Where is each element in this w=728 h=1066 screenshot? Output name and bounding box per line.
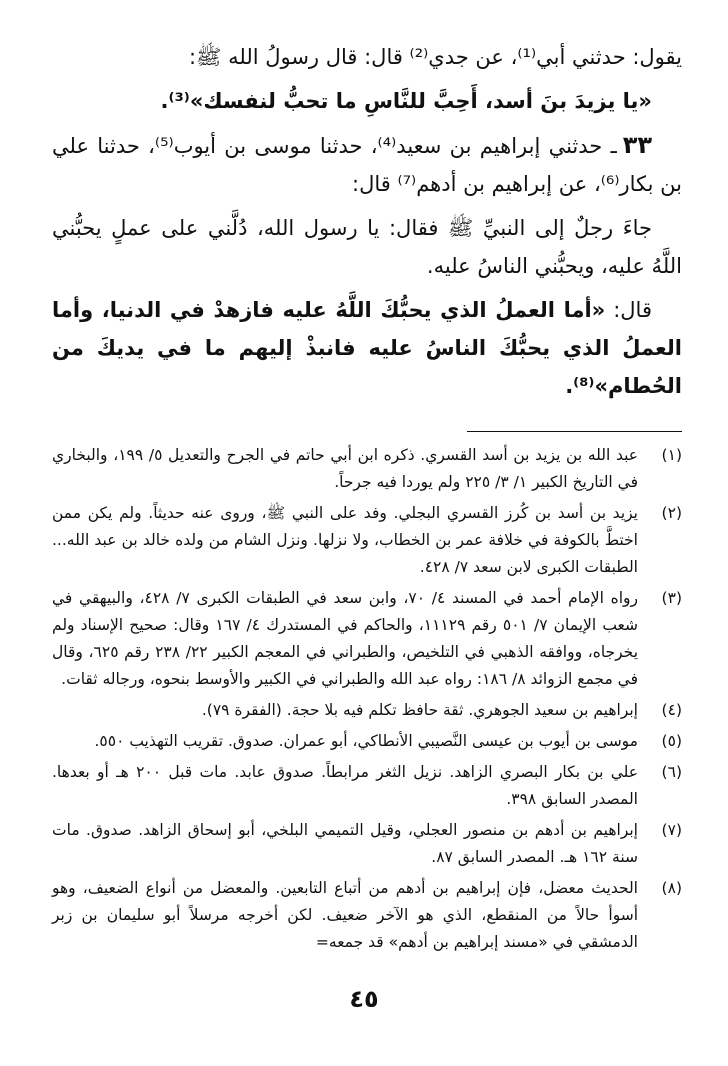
footnote-item	[52, 728, 682, 755]
hadith-number: ٣٣	[622, 131, 653, 159]
footnote-item	[52, 697, 682, 724]
opening-line-text: يقول: حدثني أبي⁽¹⁾، عن جدي⁽²⁾ قال: قال رسولُ الله ﷺ:	[188, 45, 682, 69]
footnote-item	[52, 759, 682, 813]
page-number: ٤٥	[349, 985, 379, 1013]
footnote-text: رواه الإمام أحمد في المسند ٤/ ٧٠، وابن سعد في الطبقات الكبرى ٧/ ٤٢٨، والبيهقي في شعب الإيمان ٧/ ٥٠١ رقم ١١١٢٩، والحاكم في المستدرك ٤/ ١٦٧ وقال: صحيح الإسناد ولم يخرجاه، ووافقه الذهبي في التلخيص، والطبراني في المعجم الكبير ٢٢/ ٢٣٨ رقم ٦٢٥، وقال في مجمع الزوائد ٨/ ١٨٦: رواه عبد الله والطبراني في الكبير والأوسط بنحوه، ورجاله ثقات.	[52, 589, 639, 688]
footnote-number: (٥)	[661, 732, 682, 750]
footnote-number: (٤)	[661, 701, 682, 719]
footnote-number: (٨)	[661, 879, 682, 897]
footnote-text: إبراهيم بن أدهم بن منصور العجلي، وقيل التميمي البلخي، أبو إسحاق الزاهد. صدوق. مات سنة ١٦٢ هـ. المصدر السابق ٨٧.	[52, 821, 638, 866]
main-text	[52, 38, 682, 405]
footnote-text: إبراهيم بن سعيد الجوهري. ثقة حافظ تكلم فيه بلا حجة. (الفقرة ٧٩).	[201, 701, 638, 719]
footnote-item	[52, 817, 682, 871]
footnote-text: يزيد بن أسد بن كُرز القسري البجلي. وفد على النبي ﷺ، وروى عنه حديثاً. ولم يكن ممن اختطَّ بالكوفة في خلافة عمر بن الخطاب، ولا نزلها. ونزل الشام من ولده خالد بن عبد الله... الطبقات الكبرى لابن سعد ٧/ ٤٢٨.	[52, 504, 638, 576]
footnote-text: موسى بن أيوب بن عيسى النَّصيبي الأنطاكي، أبو عمران. صدوق. تقريب التهذيب ٥٥٠.	[94, 732, 638, 750]
isnad-text: ـ حدثني إبراهيم بن سعيد⁽⁴⁾، حدثنا موسى بن أيوب⁽⁵⁾، حدثنا علي بن بكار⁽⁶⁾، عن إبراهيم بن أدهم⁽⁷⁾ قال:	[52, 134, 682, 196]
page	[52, 38, 682, 960]
reply-intro: قال:	[613, 298, 652, 322]
hadith-reply	[52, 291, 682, 405]
footnote-item	[52, 875, 682, 956]
footnote-item	[52, 585, 682, 693]
footnote-number: (١)	[661, 446, 682, 464]
footnote-text: علي بن بكار البصري الزاهد. نزيل الثغر مرابطاً. صدوق عابد. مات قبل ٢٠٠ هـ أو بعدها. المصدر السابق ٣٩٨.	[52, 763, 638, 808]
prophetic-saying-1	[52, 82, 682, 120]
footnotes	[52, 442, 682, 956]
narrative-text: جاءَ رجلٌ إلى النبيِّ ﷺ فقال: يا رسول الله، دُلَّني على عملٍ يحبُّني اللَّهُ عليه، ويحبُّني الناسُ عليه.	[52, 216, 682, 278]
footnote-divider	[467, 431, 682, 432]
reply-quote: «أما العملُ الذي يحبُّكَ اللَّهُ عليه فازهدْ في الدنيا، وأما العملُ الذي يحبُّكَ الناسُ عليه فانبذْ إليهم ما في يديكَ من الحُطام»⁽⁸⁾.	[52, 298, 682, 398]
footnote-text: عبد الله بن يزيد بن أسد القسري. ذكره ابن أبي حاتم في الجرح والتعديل ٥/ ١٩٩، والبخاري في التاريخ الكبير ١/ ٣/ ٢٢٥ ولم يوردا فيه جرحاً.	[52, 446, 639, 491]
prophetic-saying-1-text: «يا يزيدَ بنَ أسد، أَحِبَّ للنَّاسِ ما تحبُّ لنفسك»⁽³⁾.	[160, 89, 652, 113]
hadith-narrative	[52, 209, 682, 285]
hadith-isnad	[52, 126, 682, 203]
footnote-number: (٢)	[661, 504, 682, 522]
footnote-item	[52, 500, 682, 581]
footnote-text: الحديث معضل، فإن إبراهيم بن أدهم من أتباع التابعين. والمعضل من أنواع الضعيف، وهو أسوأ حالاً من المنقطع، الذي هو الآخر ضعيف. لكن أخرجه مرسلاً أبو سليمان بن زبر الدمشقي في «مسند إبراهيم بن أدهم» قد جمعه=	[52, 879, 638, 951]
footnote-number: (٦)	[661, 763, 682, 781]
footnote-number: (٣)	[661, 589, 682, 607]
footnote-number: (٧)	[661, 821, 682, 839]
footnote-item	[52, 442, 682, 496]
opening-line	[52, 38, 682, 76]
